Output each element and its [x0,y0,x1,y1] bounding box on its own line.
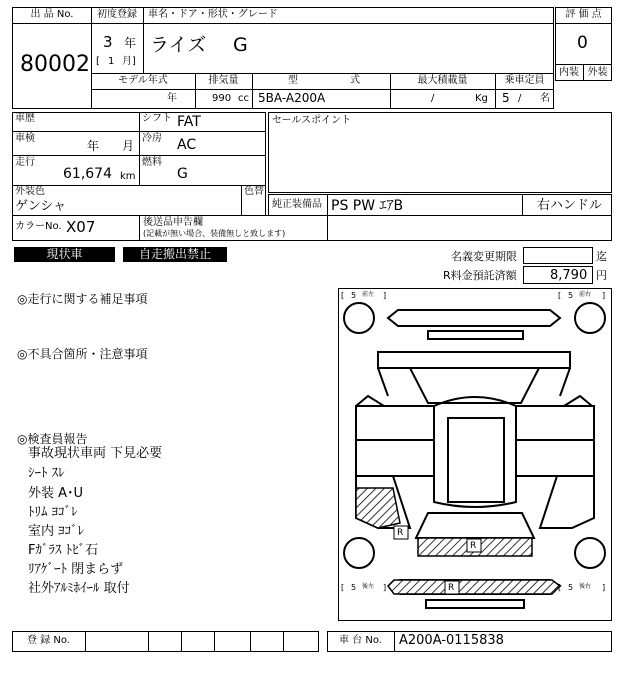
tire-rr-close: ] [602,583,606,592]
shift-value: FAT [177,114,201,130]
color-value: ゲンシャ [15,199,67,214]
name-change-box [523,247,593,264]
shift-label: シフト [142,113,172,124]
tire-rl-close: ] [383,583,387,592]
max-load-label: 最大積載量 [417,75,468,86]
tire-fl-depth: 5 [351,291,357,300]
type-label: 型 [288,75,298,86]
capacity-value: 5 [502,91,510,105]
color-change-label: 色替 [244,186,264,197]
inspector-note: ﾄﾘﾑ ﾖｺﾞﾚ [28,505,78,520]
month-unit: 月] [122,56,136,67]
capacity-unit: 名 [540,93,550,104]
mileage-label: 走行 [15,157,35,168]
first-reg-year: 3 [103,33,113,51]
interior-label: 内装 [559,67,579,78]
car-name-label: 車名・ドア・形状・グレード [148,9,278,20]
max-load-sep: / [431,93,435,104]
model-year-unit: 年 [167,93,177,104]
lot-number: 80002 [20,52,90,77]
displacement-unit: cc [238,93,249,104]
tire-rl-open: [ [341,583,345,592]
tire-fr-depth: 5 [568,291,574,300]
inspection-label: 車検 [15,133,35,144]
inspector-note: 社外ｱﾙﾐﾎｲｰﾙ 取付 [28,581,130,596]
tire-rl-word: 後左 [362,583,375,590]
driving-notes-heading: ◎走行に関する補足事項 [17,292,148,306]
inspector-note: ｼｰﾄ ｽﾚ [28,466,65,481]
capacity-sep: / [518,93,522,104]
repair-mark: R [397,528,404,538]
recycle-label: R料金預託済額 [443,269,517,282]
type-label-2: 式 [350,75,360,86]
inspector-note: ﾘｱｹﾞｰﾄ 閉まらず [28,562,124,577]
name-change-label: 名義変更期限 [451,250,517,263]
tire-fr-close: ] [602,291,606,300]
displacement-value: 990 [212,93,232,104]
grade: G [233,34,248,56]
inspector-note: 事故現状車両 下見必要 [28,446,163,461]
inspector-note: 室内 ﾖｺﾞﾚ [28,524,85,539]
handle-value: 右ハンドル [537,198,603,213]
inspection-month: 月 [122,139,135,153]
fuel-label: 燃料 [142,157,162,168]
aircon-value: AC [177,137,197,153]
exterior-label: 外装 [587,67,608,78]
lot-number-label: 出 品 No. [30,9,74,20]
year-unit: 年 [124,36,137,50]
chassis-label: 車 台 No. [339,635,382,646]
tire-rl-depth: 5 [351,583,357,592]
aftermarket-extra-box [327,215,612,241]
tire-fr-word: 前右 [579,291,592,298]
aftermarket-note: (記載が無い場合、装備無しと致します) [143,229,286,238]
registration-label: 登 録 No. [27,635,70,646]
month-open: [ [96,56,100,67]
displacement-label: 排気量 [208,75,239,86]
repair-mark: R [448,583,455,593]
color-label: 外装色 [15,186,45,197]
car-name: ライズ [150,34,207,56]
equipment-value: PS PW ｴｱB [331,198,404,214]
recycle-value: 8,790 [550,268,588,283]
tire-rr-depth: 5 [568,583,574,592]
car-damage-diagram [338,288,612,621]
fuel-value: G [177,166,188,182]
repair-mark: R [470,541,477,551]
car-diagram-svg [338,288,612,621]
recycle-unit: 円 [596,269,607,282]
color-no-value: X07 [66,218,96,236]
tire-fl-close: ] [383,291,387,300]
current-car-badge: 現状車 [14,247,115,262]
no-self-drive-badge: 自走搬出禁止 [123,247,227,262]
mileage-value: 61,674 [63,166,112,182]
capacity-label: 乗車定員 [504,75,545,86]
tire-rr-open: [ [558,583,562,592]
type-value: 5BA-A200A [258,91,326,105]
inspector-heading: ◎検査員報告 [17,432,88,446]
sales-point-label: セールスポイント [272,115,352,126]
chassis-value: A200A-0115838 [399,633,504,648]
color-no-label: カラーNo. [15,221,62,232]
defects-heading: ◎不具合箇所・注意事項 [17,347,148,361]
inspection-year: 年 [87,139,100,153]
aftermarket-label: 後送品申告欄 [143,217,203,228]
tire-fl-word: 前左 [362,291,375,298]
history-label: 車歴 [15,113,35,124]
first-registration-label: 初度登録 [97,9,137,20]
max-load-unit: Kg [475,93,488,104]
score-value: 0 [577,33,588,53]
tire-fr-open: [ [558,291,562,300]
score-label: 評 価 点 [565,9,602,20]
aircon-label: 冷房 [142,133,162,144]
tire-rr-word: 後右 [579,583,592,590]
first-reg-month: 1 [108,56,115,67]
mileage-unit: km [120,171,136,182]
model-year-label: モデル年式 [118,75,168,86]
inspector-note: Fｶﾞﾗｽ ﾄﾋﾞ石 [28,543,99,558]
inspector-note: 外装 A･U [28,486,84,501]
equipment-label: 純正装備品 [272,199,322,210]
tire-fl-open: [ [341,291,345,300]
name-change-unit: 迄 [596,250,607,263]
